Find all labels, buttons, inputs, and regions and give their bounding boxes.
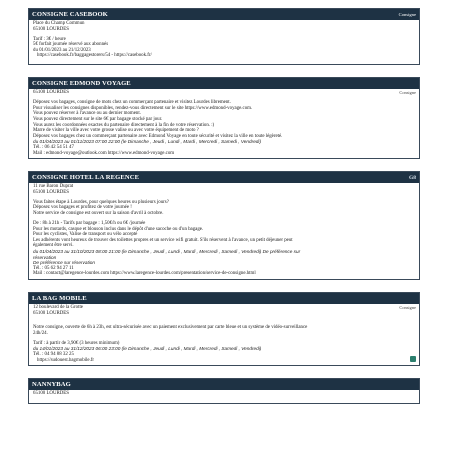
card-header [29,379,419,390]
card-body [29,304,419,365]
contact-line[interactable]: Mail : contact@laregence-lourdes.com https://www.laregence-lourdes.com/presentation/service-de-consigne.html [33,271,256,277]
card-title: LA BAG MOBILE [32,295,87,302]
date-line: réservation [33,254,57,260]
address-line: 12 boulevard de la Grotte [33,305,83,310]
card-header [29,172,419,183]
date-line: du 01/01/2023 au 21/12/2023 [33,47,91,53]
card-title: CONSIGNE HOTEL LA REGENCE [32,174,140,182]
text-line: Tarif : 3€ / heure [33,36,66,42]
card-title: CONSIGNE EDMOND VOYAGE [32,80,131,88]
text-line: Déposez vos bagages et profitez de votre journée ! [33,205,132,211]
text-line: Marre de visiter la ville avec votre grosse valise ou avec votre équipement de moto ? [33,128,199,134]
city-line: 65100 LOURDES [33,26,70,32]
text-line: Vous pouvez directement sur le site 6€ par bagage stocké par jour. [33,116,163,122]
text-line: De : 8h à 21h - Tarifs par bagage : 1,50€/h ou 6€ /journée [33,221,146,227]
text-line: Les adhérents vont heureux de trouver des toilettes propres et un service wifi gratuit. S'ils réservent à l'avance, un petit déjeuner peut [33,237,293,243]
text-line: Notre service de consigne est ouvert sur la saison d'avril à octobre. [33,210,164,216]
card-title: NANNYBAG [32,381,71,389]
city-line: 65100 LOURDES [33,310,70,316]
text-line: 5€ forfait journée réservé aux abonnés [33,42,109,48]
card-body [29,390,419,403]
address-line: 11 rue Baron Duprat [33,184,74,190]
phone-line: Tél. : 06 42 54 51 47 [33,144,74,150]
card-header [29,9,419,20]
phone-line: Tél. : 05 62 94 27 11 [33,265,74,271]
map-marker-icon[interactable] [410,356,416,362]
phone-line: Tél. : 04 94 88 32 25 [33,352,74,358]
city-line: 65100 LOURDES [33,189,70,195]
card-tag: G8 [408,174,416,181]
website-link[interactable]: https://sudouest.bagmobile.fr [37,357,95,363]
text-line: Vous aurez les coordonnées exactes du partenaire directement à la fin de votre réservation. :) [33,122,215,128]
date-line: du 01/04/2023 au 01/11/2023 07:00 22:00 (le Dimanche , Jeudi , Lundi , Mardi , Mercredi , Samedi , Vendredi) [33,139,262,145]
note-line: De préférence sur réservation [33,260,96,266]
text-line: Déposez vos bagages, consigne de mots chez un commerçant partenaire et visitez Lourdes librement. [33,100,231,106]
card-header [29,78,419,89]
address-line: Place du Champ Commun [33,21,85,26]
city-line: 65100 LOURDES [33,391,70,397]
date-line: du 14/01/2023 au 31/12/2023 06:00 23:00 (le Dimanche , Jeudi , Lundi , Mardi , Mercredi , Samedi , Vendredi) [33,346,262,352]
listing-page [28,8,420,416]
listing-card [28,378,420,404]
card-title: CONSIGNE CASEBOOK [32,11,108,18]
card-body [29,20,419,64]
card-tag: Consigne [399,90,416,96]
website-link[interactable]: https://casebook.fr/baggagestorers/54 - https://casebook.fr/ [37,53,152,59]
card-body [29,89,419,158]
city-line: 65100 LOURDES [33,90,70,96]
text-line: Vous pouvez réserver à l'avance ou au dernier moment. [33,111,141,117]
text-line: Notre consigne, ouverte de 6h à 23h, est ultra-sécurisée avec un paiement exclusivement par carte bleue et un système de vidéo-surveillance [33,325,308,331]
listing-card [28,292,420,366]
card-header [29,293,419,304]
text-line: Pour visualiser les consignes disponibles, rendez-vous directement sur le site https://www.edmond-voyage.com. [33,105,253,111]
date-line: du 01/04/2023 au 31/10/2023 08:00 21:00 (le Dimanche , Jeudi , Lundi , Mardi , Mercredi , Samedi , Vendredi) De préférence sur [33,249,301,255]
text-line: Vous faites étape à Lourdes, pour quelques heures ou plusieurs jours? [33,199,169,205]
listing-card [28,171,420,280]
text-line: Pour les motards, casque et blouson inclus dans le dépôt d'une sacoche ou d'un bagage. [33,226,204,232]
listing-card [28,77,420,159]
card-tag: Consigne [398,12,416,17]
card-body [29,183,419,279]
text-line: Déposez vos bagages chez un commerçant partenaire avec Edmond Voyage en toute sécurité et visitez la ville en toute légèreté. [33,133,283,139]
text-line: 24h/24. [33,330,48,336]
text-line: également être servi. [33,243,74,249]
listing-card [28,8,420,65]
text-line: Tarif : à partir de 3,90€ (3 heures minimum) [33,340,120,346]
card-tag: Consigne [399,305,416,310]
contact-line[interactable]: Mail : edmond-voyage@outlook.com https://www.edmond-voyage.com [33,150,175,156]
text-line: Pour les cyclistes, Valise de transport ou vélo accepté [33,232,138,238]
